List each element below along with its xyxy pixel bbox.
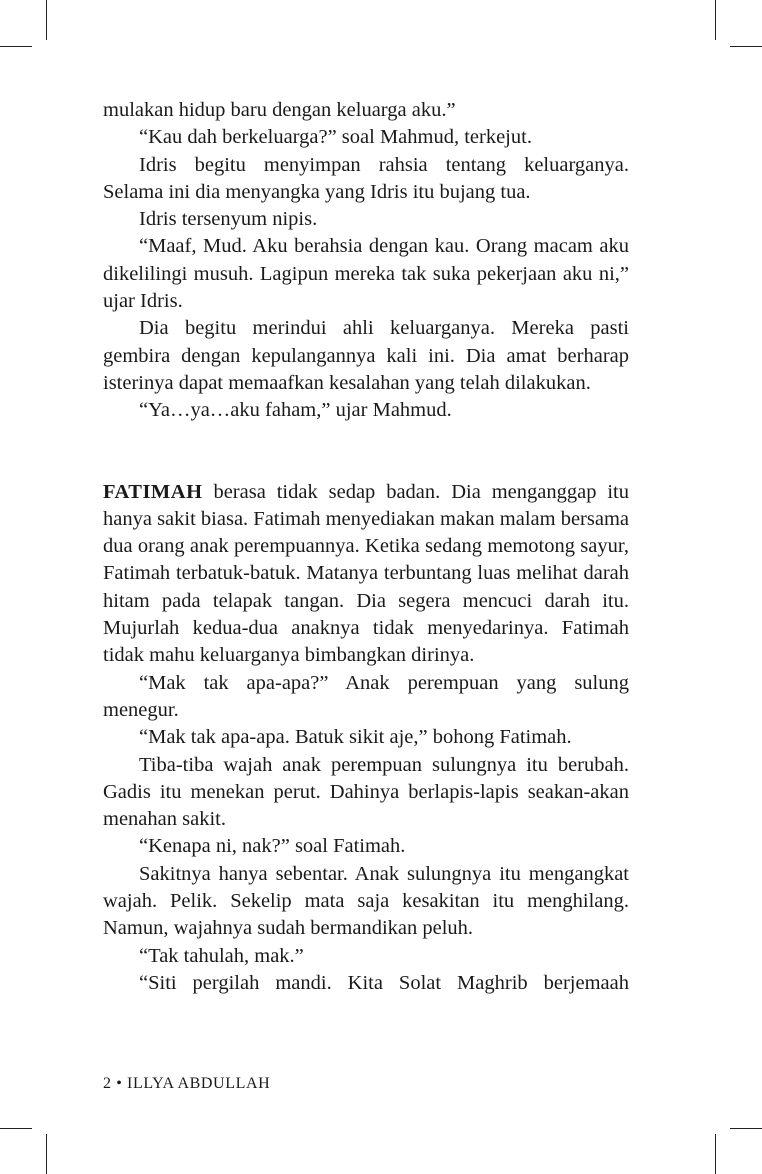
crop-mark-bottom-right xyxy=(730,1128,762,1129)
paragraph: “Kau dah berkeluarga?” soal Mahmud, terkejut. xyxy=(139,126,532,149)
paragraph: “Siti pergilah mandi. Kita Solat Maghrib berjemaah xyxy=(139,971,629,994)
section-lead-word: FATIMAH xyxy=(103,480,203,503)
paragraph-text: berasa tidak sedap badan. Dia menganggap itu hanya sakit biasa. Fatimah menyediakan makan malam bersama dua orang anak perempuannya. Ketika sedang memotong sayur, Fatimah terbatuk-batuk. Matanya terbuntang luas melihat darah hitam pada telapak tangan. Dia segera mencuci darah itu. Mujurlah kedua-dua anaknya tidak menyedarinya. Fatimah tidak mahu keluarganya bimbangkan dirinya. xyxy=(103,480,629,667)
paragraph: “Mak tak apa-apa. Batuk sikit aje,” bohong Fatimah. xyxy=(139,726,572,749)
body-text xyxy=(103,97,629,997)
paragraph: Tiba-tiba wajah anak perempuan sulungnya itu berubah. Gadis itu menekan perut. Dahinya berlapis-lapis seakan-akan menahan sakit. xyxy=(103,753,629,831)
paragraph: Sakitnya hanya sebentar. Anak sulungnya itu mengangkat wajah. Pelik. Sekelip mata saja kesakitan itu menghilang. Namun, wajahnya sudah bermandikan peluh. xyxy=(103,862,629,940)
paragraph: Dia begitu merindui ahli keluarganya. Mereka pasti gembira dengan kepulangannya kali ini. Dia amat berharap isterinya dapat memaafkan kesalahan yang telah dilakukan. xyxy=(103,317,629,394)
crop-mark-bottom-right xyxy=(715,1134,716,1174)
paragraph: mulakan hidup baru dengan keluarga aku.” xyxy=(103,99,456,121)
author-name: ILLYA ABDULLAH xyxy=(127,1075,271,1092)
paragraph: “Kenapa ni, nak?” soal Fatimah. xyxy=(139,835,406,858)
page-number: 2 xyxy=(103,1075,112,1092)
crop-mark-bottom-left xyxy=(46,1134,47,1174)
crop-mark-top-left xyxy=(46,0,47,40)
page-footer xyxy=(103,1075,270,1093)
footer-separator: • xyxy=(116,1075,123,1092)
paragraph: Idris begitu menyimpan rahsia tentang keluarganya. Selama ini dia menyangka yang Idris itu bujang tua. xyxy=(103,153,629,203)
paragraph: “Ya…ya…aku faham,” ujar Mahmud. xyxy=(139,399,452,422)
paragraph: Idris tersenyum nipis. xyxy=(139,208,318,231)
crop-mark-top-right xyxy=(715,0,716,40)
crop-mark-top-left xyxy=(0,46,32,47)
section-opening-paragraph xyxy=(103,479,629,670)
paragraph: “Tak tahulah, mak.” xyxy=(139,944,304,967)
paragraph: “Maaf, Mud. Aku berahsia dengan kau. Orang macam aku dikelilingi musuh. Lagipun mereka tak suka pekerjaan aku ni,” ujar Idris. xyxy=(103,235,629,313)
crop-mark-top-right xyxy=(730,46,762,47)
paragraph: “Mak tak apa-apa?” Anak perempuan yang sulung menegur. xyxy=(103,671,629,721)
crop-mark-bottom-left xyxy=(0,1128,32,1129)
